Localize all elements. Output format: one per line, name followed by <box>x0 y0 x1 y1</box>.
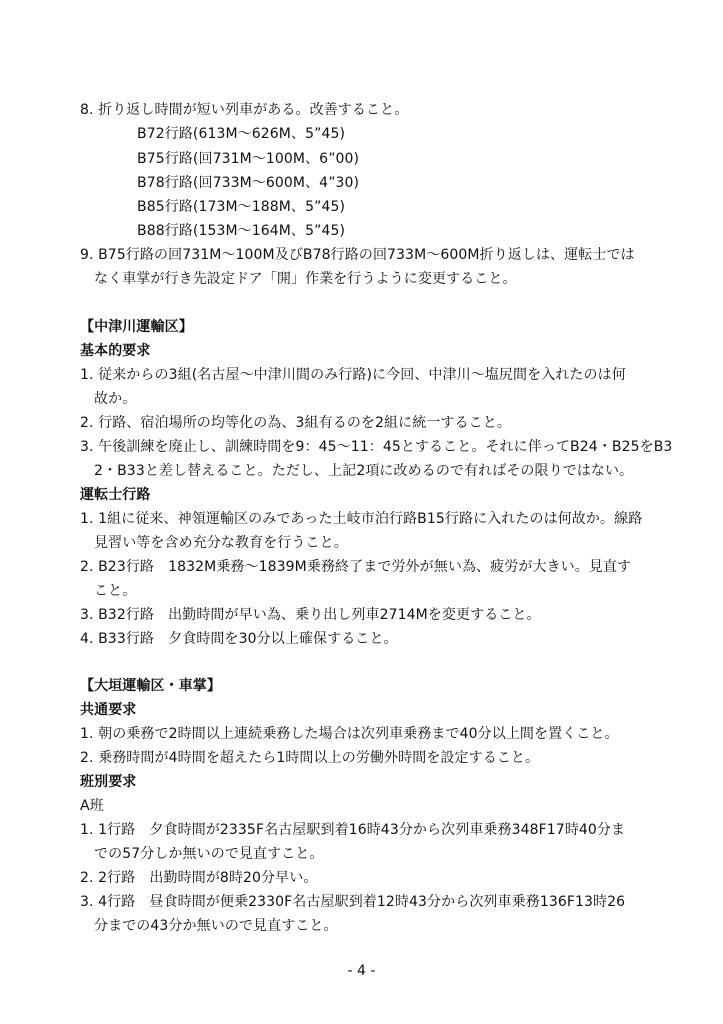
basic-item-1-line-2: 故か。 <box>94 391 137 407</box>
item-8: 8. 折り返し時間が短い列車がある。改善すること。 <box>80 102 409 118</box>
basic-item-3-line-1: 3. 午後訓練を廃止し、訓練時間を9：45～11：45とすること。それに伴ってB24・B25をB3 <box>80 439 673 455</box>
team-a-item-1-line-2: での57分しか無いので見直すこと。 <box>94 846 324 862</box>
team-a-item-2: 2. 2行路 出勤時間が8時20分早い。 <box>80 870 318 886</box>
basic-item-2: 2. 行路、宿泊場所の均等化の為、3組有るのを2組に統一すること。 <box>80 415 511 431</box>
nakatsugawa-header: 【中津川運輸区】 <box>80 319 193 335</box>
basic-item-3-line-2: 2・B33と差し替えること。ただし、上記2項に改めるので有ればその限りではない。 <box>94 463 634 479</box>
basic-item-1-line-1: 1. 従来からの3組(名古屋～中津川間のみ行路)に今回、中津川～塩尻間を入れたのは何 <box>80 367 626 383</box>
item-9-line-1: 9. B75行路の回731M～100M及びB78行路の回733M～600M折り返しは、運転士では <box>80 247 635 263</box>
common-item-1: 1. 朝の乗務で2時間以上連続乗務した場合は次列車乗務まで40分以上間を置くこと。 <box>80 726 619 742</box>
driver-item-2-line-1: 2. B23行路 1832M乗務～1839M乗務終了まで労外が無い為、疲労が大きい。見直す <box>80 559 632 575</box>
team-a-item-3-line-2: 分までの43分か無いので見直すこと。 <box>94 918 338 934</box>
driver-routes-heading: 運転士行路 <box>80 487 151 503</box>
team-a-label: A班 <box>80 798 104 814</box>
common-requirements-heading: 共通要求 <box>80 702 137 718</box>
team-a-item-3-line-1: 3. 4行路 昼食時間が便乗2330F名古屋駅到着12時43分から次列車乗務136F13時26 <box>80 894 626 910</box>
ogaki-header: 【大垣運輸区・車掌】 <box>80 678 221 694</box>
sub-route-b75: B75行路(回731M～100M、6”00) <box>137 151 360 167</box>
driver-item-1-line-2: 見習い等を含め充分な教育を行うこと。 <box>94 535 348 551</box>
item-9-line-2: なく車掌が行き先設定ドア「開」作業を行うように変更すること。 <box>94 271 517 287</box>
basic-requirements-heading: 基本的要求 <box>80 343 151 359</box>
team-a-item-1-line-1: 1. 1行路 夕食時間が2335F名古屋駅到着16時43分から次列車乗務348F17時40分ま <box>80 822 626 838</box>
driver-item-4: 4. B33行路 夕食時間を30分以上確保すること。 <box>80 631 398 647</box>
sub-route-b72: B72行路(613M～626M、5”45) <box>137 126 346 142</box>
driver-item-3: 3. B32行路 出勤時間が早い為、乗り出し列車2714Mを変更すること。 <box>80 607 541 623</box>
class-requirements-heading: 班別要求 <box>80 774 137 790</box>
common-item-2: 2. 乗務時間が4時間を超えたら1時間以上の労働外時間を設定すること。 <box>80 750 540 766</box>
driver-item-1-line-1: 1. 1組に従来、神領運輸区のみであった土岐市泊行路B15行路に入れたのは何故か。線路 <box>80 511 643 527</box>
sub-route-b88: B88行路(153M～164M、5”45) <box>137 223 346 239</box>
page-number: - 4 - <box>347 963 376 979</box>
sub-route-b85: B85行路(173M～188M、5”45) <box>137 199 346 215</box>
sub-route-b78: B78行路(回733M～600M、4”30) <box>137 175 360 191</box>
driver-item-2-line-2: こと。 <box>94 583 137 599</box>
